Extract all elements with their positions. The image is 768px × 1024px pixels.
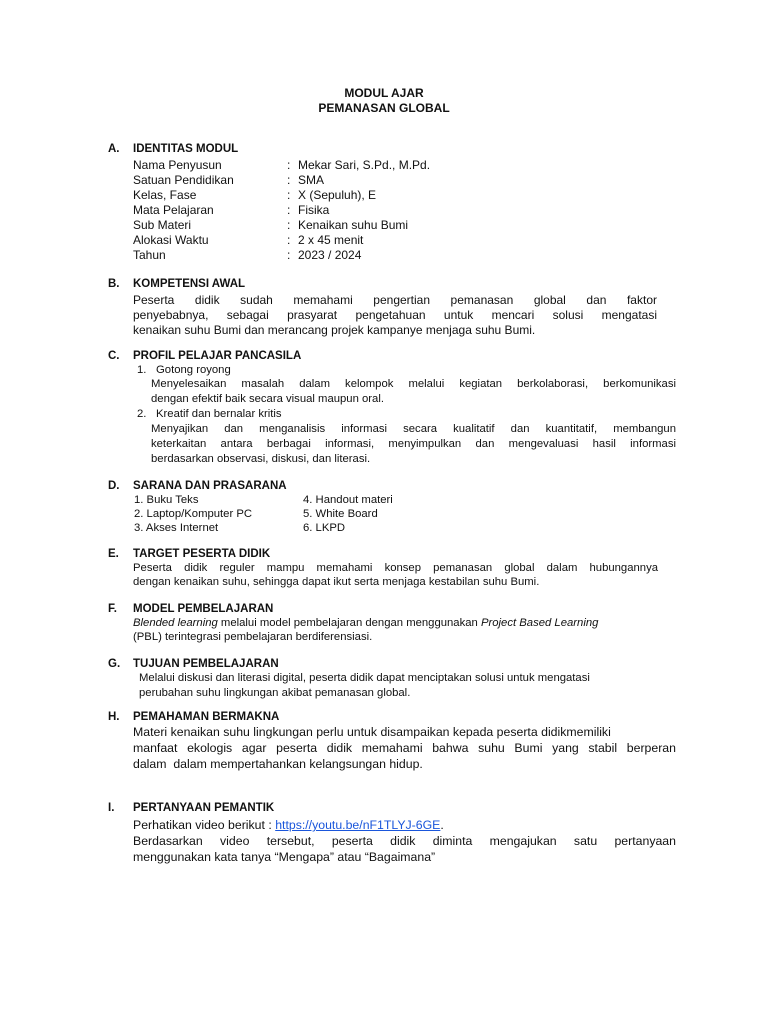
section-g-heading: TUJUAN PEMBELAJARAN [133, 658, 279, 670]
identity-label: Satuan Pendidikan [133, 173, 234, 187]
identity-value: Kenaikan suhu Bumi [298, 218, 409, 232]
paragraph-line: manfaat ekologis agar peserta didik memahami bahwa suhu Bumi yang stabil berperan [133, 741, 676, 755]
paragraph-line: penyebabnya, sebagai prasyarat pengetahuan untuk mencari solusi mengatasi [133, 308, 657, 322]
identity-colon: : [287, 188, 291, 202]
paragraph-line: (PBL) terintegrasi pembelajaran berdiferensiasi. [133, 631, 373, 643]
facility-item: 5. White Board [303, 508, 378, 520]
video-suffix: . [440, 818, 444, 832]
identity-label: Alokasi Waktu [133, 233, 209, 247]
doc-title-line2: PEMANASAN GLOBAL [318, 101, 450, 115]
section-h-heading: PEMAHAMAN BERMAKNA [133, 711, 280, 723]
identity-label: Tahun [133, 248, 166, 262]
identity-value: Mekar Sari, S.Pd., M.Pd. [298, 158, 431, 172]
profile-item-title: Gotong royong [156, 364, 231, 376]
section-b-letter: B. [108, 278, 120, 290]
video-prefix: Perhatikan video berikut : [133, 818, 276, 832]
facility-item: 2. Laptop/Komputer PC [134, 508, 253, 520]
identity-label: Nama Penyusun [133, 158, 222, 172]
paragraph-line: dalam dalam mempertahankan kelangsungan hidup. [133, 757, 423, 771]
paragraph-line: kenaikan suhu Bumi dan merancang projek kampanye menjaga suhu Bumi. [133, 323, 536, 337]
section-g-letter: G. [108, 658, 121, 670]
paragraph-line: Peserta didik sudah memahami pengertian pemanasan global dan faktor [133, 293, 657, 307]
section-e-heading: TARGET PESERTA DIDIK [133, 548, 271, 560]
paragraph-line: dengan kenaikan suhu, sehingga dapat ikut serta menjaga kestabilan suhu Bumi. [133, 576, 540, 588]
facility-item: 1. Buku Teks [134, 494, 199, 506]
identity-colon: : [287, 173, 291, 187]
identity-colon: : [287, 248, 291, 262]
identity-colon: : [287, 218, 291, 232]
identity-value: 2023 / 2024 [298, 248, 362, 262]
section-a-letter: A. [108, 143, 120, 155]
section-d-heading: SARANA DAN PRASARANA [133, 480, 287, 492]
section-i-letter: I. [108, 802, 115, 814]
paragraph-line: menggunakan kata tanya “Mengapa” atau “Bagaimana” [133, 850, 436, 864]
model-text: melalui model pembelajaran dengan menggunakan [217, 617, 481, 629]
list-number: 1. [137, 364, 147, 376]
identity-colon: : [287, 203, 291, 217]
identity-label: Sub Materi [133, 218, 192, 232]
identity-colon: : [287, 158, 291, 172]
paragraph-line: dengan efektif baik secara visual maupun oral. [151, 393, 384, 405]
italic-term: Project Based Learning [480, 617, 599, 629]
facility-item: 6. LKPD [303, 522, 346, 534]
section-e-letter: E. [108, 548, 119, 560]
section-f-letter: F. [108, 603, 117, 615]
identity-label: Kelas, Fase [133, 188, 197, 202]
identity-value: X (Sepuluh), E [298, 188, 377, 202]
section-i-heading: PERTANYAAN PEMANTIK [133, 802, 275, 814]
list-number: 2. [137, 408, 147, 420]
section-c-letter: C. [108, 350, 120, 362]
section-f-heading: MODEL PEMBELAJARAN [133, 603, 274, 615]
paragraph-line: berdasarkan observasi, diskusi, dan literasi. [151, 453, 371, 465]
paragraph-line: perubahan suhu lingkungan akibat pemanasan global. [139, 687, 411, 699]
facility-item: 4. Handout materi [303, 494, 393, 506]
model-line [133, 617, 598, 629]
paragraph-line: Peserta didik reguler mampu memahami konsep pemanasan global dalam hubungannya [133, 562, 658, 574]
video-line [133, 818, 444, 832]
section-h-letter: H. [108, 711, 120, 723]
paragraph-line: Materi kenaikan suhu lingkungan perlu untuk disampaikan kepada peserta didikmemiliki [133, 725, 611, 739]
paragraph-line: Menyelesaikan masalah dalam kelompok melalui kegiatan berkolaborasi, berkomunikasi [151, 378, 676, 390]
section-d-letter: D. [108, 480, 120, 492]
paragraph-line: Melalui diskusi dan literasi digital, peserta didik dapat menciptakan solusi untuk mengatasi [139, 672, 590, 684]
paragraph-line: Menyajikan dan menganalisis informasi secara kualitatif dan kuantitatif, membangun [151, 423, 676, 435]
identity-value: 2 x 45 menit [298, 233, 364, 247]
facility-item: 3. Akses Internet [134, 522, 219, 534]
italic-term: Blended learning [133, 617, 218, 629]
doc-title-line1: MODUL AJAR [344, 86, 424, 100]
section-b-heading: KOMPETENSI AWAL [133, 278, 246, 290]
identity-colon: : [287, 233, 291, 247]
paragraph-line: keterkaitan antara berbagai informasi, menyimpulkan dan mengevaluasi hasil informasi [151, 438, 676, 450]
paragraph-line: Berdasarkan video tersebut, peserta didik diminta mengajukan satu pertanyaan [133, 834, 676, 848]
profile-item-title: Kreatif dan bernalar kritis [156, 408, 282, 420]
identity-value: Fisika [298, 203, 330, 217]
video-link[interactable]: https://youtu.be/nF1TLYJ-6GE [275, 818, 441, 832]
identity-label: Mata Pelajaran [133, 203, 214, 217]
section-a-heading: IDENTITAS MODUL [133, 143, 239, 155]
identity-value: SMA [298, 173, 325, 187]
section-c-heading: PROFIL PELAJAR PANCASILA [133, 350, 302, 362]
